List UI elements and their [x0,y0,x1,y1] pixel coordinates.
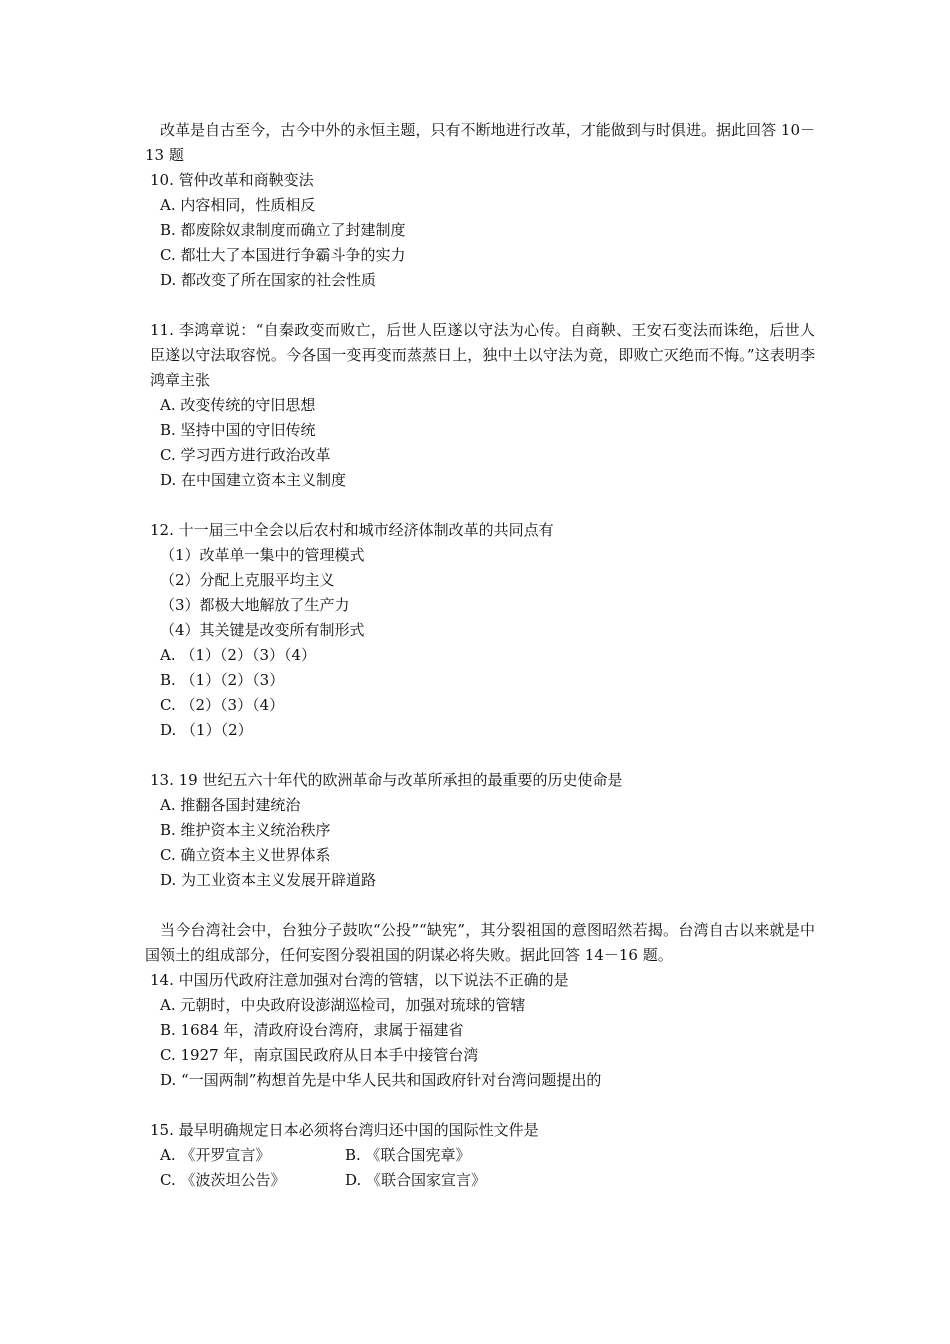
question-15-option-c: C. 《波茨坦公告》 [160,1171,286,1189]
question-11-option-d: D. 在中国建立资本主义制度 [160,471,347,489]
question-12-option-d: D. （1）（2） [160,721,253,739]
question-10-option-a: A. 内容相同，性质相反 [160,196,316,214]
question-12-option-c: C. （2）（3）（4） [160,696,285,714]
question-12-item-1: （1）改革单一集中的管理模式 [160,546,365,564]
spacer [145,893,815,918]
question-14-option-d: D. “一国两制”构想首先是中华人民共和国政府针对台湾问题提出的 [160,1071,602,1089]
question-10-stem: 10. 管仲改革和商鞅变法 [150,171,314,189]
spacer [145,293,815,318]
question-10-option-c: C. 都壮大了本国进行争霸斗争的实力 [160,246,406,264]
intro-paragraph-1: 改革是自古至今，古今中外的永恒主题，只有不断地进行改革，才能做到与时俱进。据此回答 10－13 题 [145,121,815,164]
question-10-option-d: D. 都改变了所在国家的社会性质 [160,271,377,289]
question-15-stem: 15. 最早明确规定日本必须将台湾归还中国的国际性文件是 [150,1121,539,1139]
spacer [145,493,815,518]
question-15-option-b: B. 《联合国宪章》 [345,1146,471,1164]
spacer [145,1093,815,1118]
question-13-option-b: B. 维护资本主义统治秩序 [160,821,331,839]
question-10-option-b: B. 都废除奴隶制度而确立了封建制度 [160,221,406,239]
question-13-option-c: C. 确立资本主义世界体系 [160,846,331,864]
question-11-option-a: A. 改变传统的守旧思想 [160,396,316,414]
question-13-option-d: D. 为工业资本主义发展开辟道路 [160,871,377,889]
question-12-option-b: B. （1）（2）（3） [160,671,285,689]
question-11-stem: 11. 李鸿章说：“自秦政变而败亡，后世人臣遂以守法为心传。自商鞅、王安石变法而诛绝，后世人臣遂以守法取容悦。今各国一变再变而蒸蒸日上，独中土以守法为竟，即败亡灭绝而不悔。”这表明李鸿章主张 [150,321,815,389]
question-13-option-a: A. 推翻各国封建统治 [160,796,301,814]
question-14-option-a: A. 元朝时，中央政府设澎湖巡检司，加强对琉球的管辖 [160,996,526,1014]
question-12-stem: 12. 十一届三中全会以后农村和城市经济体制改革的共同点有 [150,521,554,539]
question-13-stem: 13. 19 世纪五六十年代的欧洲革命与改革所承担的最重要的历史使命是 [150,771,623,789]
question-12-option-a: A. （1）（2）（3）（4） [160,646,317,664]
question-15-option-a: A. 《开罗宣言》 [160,1146,271,1164]
question-14-option-b: B. 1684 年，清政府设台湾府，隶属于福建省 [160,1021,464,1039]
question-12-item-2: （2）分配上克服平均主义 [160,571,335,589]
question-14-option-c: C. 1927 年，南京国民政府从日本手中接管台湾 [160,1046,479,1064]
question-14-stem: 14. 中国历代政府注意加强对台湾的管辖，以下说法不正确的是 [150,971,569,989]
question-12-item-3: （3）都极大地解放了生产力 [160,596,350,614]
question-15-options-row-2 [145,1168,815,1193]
question-12-item-4: （4）其关键是改变所有制形式 [160,621,365,639]
spacer [145,743,815,768]
question-15-option-d: D. 《联合国家宣言》 [345,1171,487,1189]
question-11-option-c: C. 学习西方进行政治改革 [160,446,331,464]
intro-paragraph-2: 当今台湾社会中，台独分子鼓吹“公投”“缺宪”，其分裂祖国的意图昭然若揭。台湾自古以来就是中国领土的组成部分，任何妄图分裂祖国的阴谋必将失败。据此回答 14－16 题。 [145,921,815,964]
question-15-options-row-1 [145,1143,815,1168]
question-11-option-b: B. 坚持中国的守旧传统 [160,421,316,439]
exam-page [145,118,815,1193]
